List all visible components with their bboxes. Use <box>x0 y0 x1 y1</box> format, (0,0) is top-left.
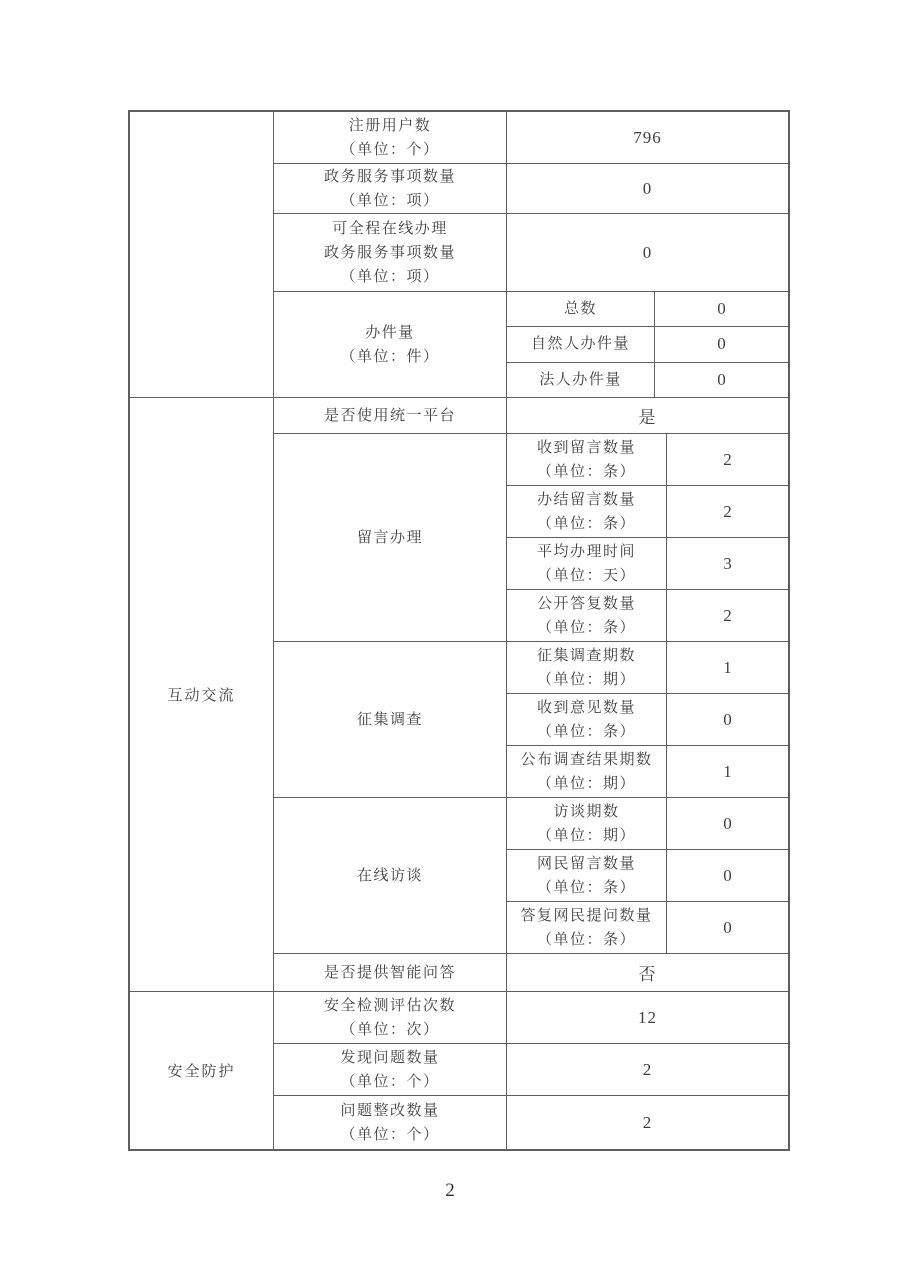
sub-value: 0 <box>723 813 732 833</box>
sub-row <box>507 538 788 590</box>
item-label: 问题整改数量 （单位：个） <box>274 1096 507 1149</box>
item-label: 安全检测评估次数 （单位：次） <box>274 992 507 1043</box>
sub-row <box>507 590 788 641</box>
table-row <box>274 164 788 214</box>
sub-label: 收到留言数量 （单位：条） <box>507 434 667 485</box>
sub-row <box>507 902 788 953</box>
item-value: 0 <box>642 242 653 262</box>
sub-value: 0 <box>717 299 726 319</box>
group-cell-security <box>130 992 274 1149</box>
item-label: 发现问题数量 （单位：个） <box>274 1044 507 1095</box>
table-row <box>274 112 788 164</box>
item-value: 是 <box>638 408 657 427</box>
table-row <box>274 1096 788 1149</box>
sub-label: 法人办件量 <box>507 363 655 397</box>
item-label: 征集调查 <box>274 642 507 797</box>
table-row <box>274 642 788 798</box>
table-row <box>274 992 788 1044</box>
sub-value: 1 <box>723 761 732 781</box>
group-label: 互动交流 <box>167 688 236 704</box>
group-cell-interaction <box>130 398 274 991</box>
sub-label: 公布调查结果期数 （单位：期） <box>507 746 667 797</box>
sub-row <box>507 746 788 797</box>
item-value: 2 <box>642 1059 653 1079</box>
item-label: 办件量 （单位：件） <box>274 292 507 397</box>
item-value: 否 <box>638 965 657 984</box>
table-row <box>274 1044 788 1096</box>
section-security <box>130 992 788 1149</box>
sub-row <box>507 798 788 850</box>
sub-row <box>507 363 788 397</box>
sub-row <box>507 642 788 694</box>
group-label: 安全防护 <box>167 1064 236 1080</box>
sub-value: 0 <box>717 369 726 389</box>
item-label: 是否使用统一平台 <box>274 398 507 433</box>
sub-row <box>507 694 788 746</box>
table-row <box>274 214 788 292</box>
sub-label: 自然人办件量 <box>507 327 655 361</box>
item-label: 留言办理 <box>274 434 507 641</box>
section-continuation <box>130 112 788 398</box>
sub-label: 平均办理时间 （单位：天） <box>507 538 667 589</box>
sub-value: 2 <box>723 501 732 521</box>
item-value: 2 <box>642 1112 653 1132</box>
sub-label: 办结留言数量 （单位：条） <box>507 486 667 537</box>
item-label: 可全程在线办理 政务服务事项数量 （单位：项） <box>274 214 507 291</box>
item-label: 注册用户数 （单位：个） <box>274 112 507 163</box>
sub-value: 0 <box>723 865 732 885</box>
sub-value: 0 <box>723 709 732 729</box>
report-table <box>128 110 790 1151</box>
table-row <box>274 954 788 991</box>
sub-row <box>507 434 788 486</box>
sub-value: 3 <box>723 553 732 573</box>
item-label: 是否提供智能问答 <box>274 954 507 991</box>
group-cell-empty <box>130 112 274 397</box>
sub-row <box>507 486 788 538</box>
sub-value: 0 <box>723 917 732 937</box>
sub-label: 公开答复数量 （单位：条） <box>507 590 667 641</box>
sub-label: 收到意见数量 （单位：条） <box>507 694 667 745</box>
section-interaction <box>130 398 788 992</box>
sub-row <box>507 327 788 362</box>
table-row <box>274 292 788 397</box>
sub-row <box>507 292 788 327</box>
item-value: 12 <box>638 1007 657 1027</box>
item-label: 在线访谈 <box>274 798 507 953</box>
table-row <box>274 434 788 642</box>
item-value: 796 <box>633 127 662 147</box>
item-value: 0 <box>642 178 653 198</box>
sub-label: 征集调查期数 （单位：期） <box>507 642 667 693</box>
sub-label: 总数 <box>507 292 655 326</box>
item-label: 政务服务事项数量 （单位：项） <box>274 164 507 213</box>
sub-label: 答复网民提问数量 （单位：条） <box>507 902 667 953</box>
sub-label: 网民留言数量 （单位：条） <box>507 850 667 901</box>
sub-label: 访谈期数 （单位：期） <box>507 798 667 849</box>
page-number: 2 <box>445 1180 455 1201</box>
sub-value: 1 <box>723 657 732 677</box>
sub-row <box>507 850 788 902</box>
sub-value: 2 <box>723 605 732 625</box>
table-row <box>274 798 788 954</box>
sub-value: 2 <box>723 449 732 469</box>
table-row <box>274 398 788 434</box>
sub-value: 0 <box>717 334 726 354</box>
